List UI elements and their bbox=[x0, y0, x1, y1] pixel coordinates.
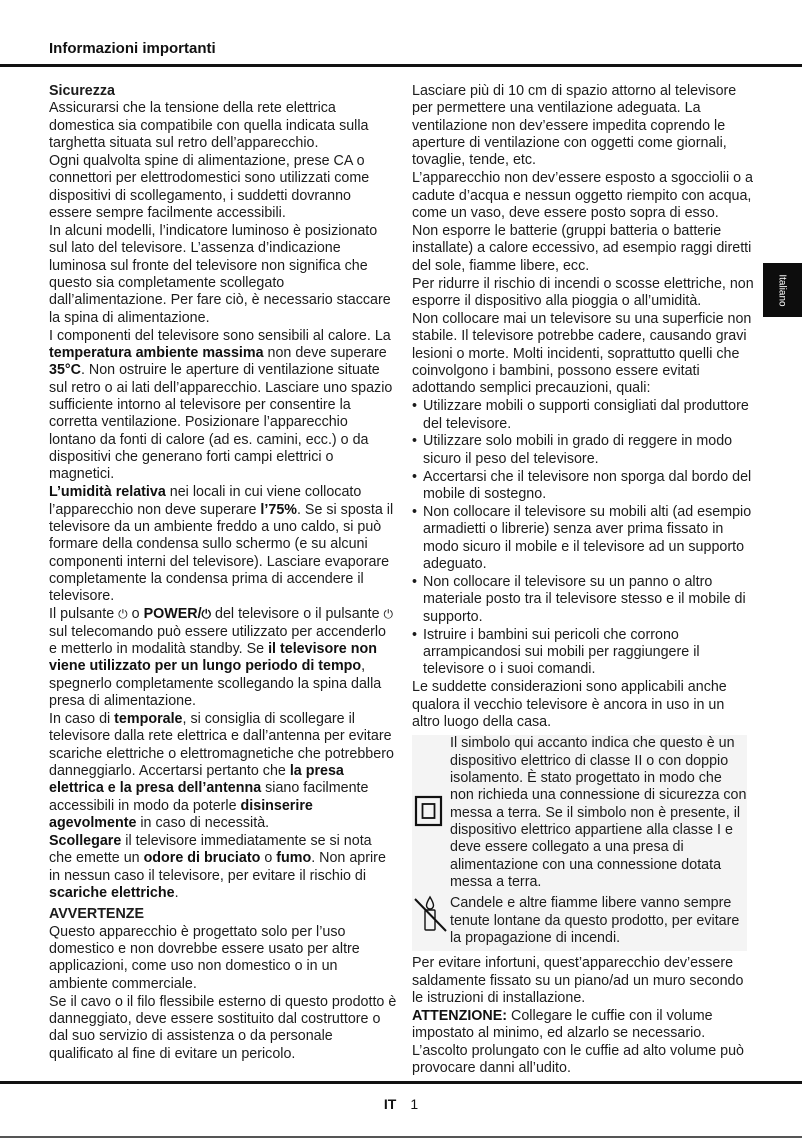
bullet-icon: • bbox=[412, 573, 418, 590]
paragraph-temperature bbox=[49, 328, 397, 484]
text: Il pulsante bbox=[49, 606, 119, 623]
bold-text: ATTENZIONE: bbox=[412, 1008, 508, 1024]
bold-text: disinserire agevolmente bbox=[49, 797, 313, 831]
text: o bbox=[260, 850, 277, 867]
bold-text: la presa elettrica e la presa dell’antenna bbox=[49, 762, 344, 797]
class-ii-double-insulation-icon bbox=[414, 795, 444, 827]
section-heading-avvertenze: AVVERTENZE bbox=[49, 906, 145, 923]
language-tab bbox=[763, 263, 802, 317]
left-column bbox=[49, 83, 397, 1064]
bold-text: 35°C bbox=[49, 362, 81, 379]
bullet-icon: • bbox=[412, 468, 418, 485]
text: In caso di bbox=[49, 710, 115, 727]
list-item bbox=[412, 469, 754, 504]
page-footer bbox=[0, 1096, 802, 1112]
list-item-text: Non collocare il televisore su un panno o altro materiale posto tra il televisore stesso e il mobile di supporto. bbox=[423, 573, 746, 625]
paragraph: Le suddette considerazioni sono applicabili anche qualora il vecchio televisore è ancora in uso in un altro luogo della casa. bbox=[412, 679, 727, 730]
list-item-text: Utilizzare mobili o supporti consigliati dal produttore del televisore. bbox=[423, 398, 749, 432]
paragraph: Assicurarsi che la tensione della rete elettrica domestica sia compatibile con quella indicata sulla targhetta situata sul retro dell’apparecchio. bbox=[49, 100, 369, 152]
bullet-icon: • bbox=[412, 504, 418, 520]
list-item bbox=[412, 504, 754, 573]
bold-text: Scollegare bbox=[49, 832, 122, 849]
header-divider bbox=[0, 64, 802, 67]
bullet-icon: • bbox=[412, 626, 418, 643]
bold-text: il televisore non viene utilizzato per un lungo periodo di tempo bbox=[49, 640, 377, 675]
paragraph: Questo apparecchio è progettato solo per l’uso domestico e non dovrebbe essere usato per altre applicazioni, come uso non domestico o in un ambiente commerciale. bbox=[49, 923, 360, 992]
text: . Non aprire in nessun caso il televisore, per evitare il rischio di bbox=[49, 850, 386, 884]
text: o bbox=[127, 606, 144, 623]
paragraph: L’apparecchio non dev’essere esposto a sgocciolii o a cadute d’acqua e nessun oggetto riempito con acqua, come un vaso, deve essere posto sopra di esso. bbox=[412, 170, 753, 221]
bold-text: POWER/ bbox=[143, 606, 202, 623]
candle-notice bbox=[412, 895, 747, 951]
text: nei locali in cui viene collocato l’apparecchio non deve superare bbox=[49, 484, 362, 518]
list-item bbox=[412, 574, 754, 626]
footer-divider bbox=[0, 1081, 802, 1084]
power-icon: ⏻ bbox=[201, 607, 212, 622]
section-heading-sicurezza: Sicurezza bbox=[49, 83, 115, 99]
power-icon: ⏻ bbox=[118, 607, 128, 622]
bullet-icon: • bbox=[412, 433, 418, 450]
text: del televisore o il pulsante bbox=[211, 606, 384, 623]
candle-notice-text: Candele e altre fiamme libere vanno sempre tenute lontane da questo prodotto, per evitare la propagazione di incendi. bbox=[450, 895, 740, 947]
text: , spegnerlo completamente scollegando la spina dalla presa di alimentazione. bbox=[49, 658, 382, 709]
list-item-text: Non collocare il televisore su mobili alti (ad esempio armadietti o librerie) senza aver prima fissato in modo sicuro il mobile e il televisore ad un supporto adeguato. bbox=[423, 504, 752, 573]
bold-text: fumo bbox=[276, 850, 312, 867]
language-code: IT bbox=[383, 1096, 397, 1112]
bold-text: L’umidità relativa bbox=[49, 484, 166, 501]
paragraph: Per evitare infortuni, quest’apparecchio dev’essere saldamente fissato su un piano/ad un muro secondo le istruzioni di installazione. bbox=[412, 955, 744, 1007]
paragraph-attention bbox=[412, 1008, 754, 1077]
paragraph-power bbox=[49, 606, 397, 710]
precautions-list bbox=[412, 398, 754, 678]
list-item bbox=[412, 627, 754, 679]
paragraph: Non collocare mai un televisore su una superficie non stabile. Il televisore potrebbe cadere, causando gravi lesioni o morte. Molti incidenti, soprattutto quelli che coinvolgono i bambini, possono essere evitati adottando semplici precauzioni, quali: bbox=[412, 310, 752, 397]
bold-text: scariche elettriche bbox=[49, 884, 175, 901]
page-number: 1 bbox=[410, 1096, 419, 1112]
text: , si consiglia di scollegare il televisore dalla rete elettrica e dall’antenna per evitare scariche elettriche o elettromagnetiche che potrebbero danneggiarlo. Accertarsi pertanto che bbox=[49, 710, 394, 779]
list-item-text: Istruire i bambini sui pericoli che corrono arrampicandosi sui mobili per raggiungere il televisore o i suoi comandi. bbox=[423, 626, 700, 678]
language-tab-label: Italiano bbox=[777, 273, 788, 307]
text: non deve superare bbox=[263, 344, 387, 361]
right-column bbox=[412, 83, 754, 1078]
paragraph: In alcuni modelli, l’indicatore luminoso è posizionato sul lato del televisore. L’assenza d’indicazione luminosa sul fronte del televisore non significa che questo sia completamente scollegato dall’alimentazione. Per fare ciò, è necessario staccare la spina di alimentazione. bbox=[49, 222, 391, 326]
text: . bbox=[174, 884, 179, 901]
class2-notice bbox=[412, 735, 747, 891]
paragraph-storm bbox=[49, 711, 397, 832]
power-icon: ⏻ bbox=[383, 607, 394, 622]
bold-text: l’75% bbox=[260, 501, 297, 518]
list-item bbox=[412, 398, 754, 433]
no-candle-icon bbox=[414, 893, 448, 933]
bold-text: odore di bruciato bbox=[143, 850, 261, 867]
class2-notice-text: Il simbolo qui accanto indica che questo è un dispositivo elettrico di classe II o con doppio isolamento. È stato progettato in modo che non richieda una connessione di sicurezza con messa a terra. Se il simbolo non è presente, il dispositivo elettrico appartiene alla classe I e deve essere collegato a una presa di alimentazione con una connessione dotata messa a terra. bbox=[450, 735, 747, 890]
paragraph: Non esporre le batterie (gruppi batteria o batterie installate) a calore eccessivo, ad esempio raggi diretti del sole, fiamme libere, ecc. bbox=[412, 222, 752, 274]
bold-text: temperatura ambiente massima bbox=[49, 344, 264, 361]
paragraph: Ogni qualvolta spine di alimentazione, prese CA o connettori per elettrodomestici sono utilizzati come dispositivi di scollegamento, i suddetti dovranno essere sempre facilmente accessibili. bbox=[49, 152, 370, 221]
text: . Non ostruire le aperture di ventilazione situate sul retro o ai lati dell’apparecchio. Lasciare uno spazio sufficiente intorno al televisore per consentire la corretta ventilazione. Posizionare l’apparecchio lontano da fonti di calore (ad es. camini, ecc.) o da dispositivi che generano forti campi elettrici o magnetici. bbox=[49, 362, 393, 483]
text: I componenti del televisore sono sensibili al calore. La bbox=[49, 327, 391, 344]
text: siano facilmente accessibili in modo da poterle bbox=[49, 780, 369, 814]
paragraph-smoke bbox=[49, 833, 397, 902]
text: . Se si sposta il televisore da un ambiente freddo a uno caldo, si può formare della condensa sullo schermo (e su alcuni componenti interni del televisore). Lasciare evaporare completamente la condensa prima di accendere il televisore. bbox=[49, 501, 394, 605]
paragraph: Se il cavo o il filo flessibile esterno di questo prodotto è danneggiato, deve essere sostituito dal costruttore o dal suo servizio di assistenza o da personale qualificato al fine di evitare un pericolo. bbox=[49, 993, 397, 1062]
list-item-text: Utilizzare solo mobili in grado di reggere in modo sicuro il peso del televisore. bbox=[423, 433, 733, 467]
text: il televisore immediatamente se si nota che emette un bbox=[49, 832, 372, 867]
paragraph-humidity bbox=[49, 484, 397, 605]
paragraph: Per ridurre il rischio di incendi o scosse elettriche, non esporre il dispositivo alla pioggia o all’umidità. bbox=[412, 275, 754, 309]
text: sul telecomando può essere utilizzato per accenderlo e metterlo in modalità standby. Se bbox=[49, 623, 386, 657]
paragraph: Lasciare più di 10 cm di spazio attorno al televisore per permettere una ventilazione adeguata. La ventilazione non dev’essere impedita coprendo le aperture di ventilazione con oggetti come giornali, tovaglie, tende, etc. bbox=[412, 83, 737, 169]
list-item bbox=[412, 433, 754, 468]
list-item-text: Accertarsi che il televisore non sporga dal bordo del mobile di sostegno. bbox=[423, 468, 752, 503]
safety-symbols-box bbox=[412, 735, 747, 951]
text: in caso di necessità. bbox=[136, 815, 270, 831]
page-header-title: Informazioni importanti bbox=[49, 40, 216, 57]
bullet-icon: • bbox=[412, 398, 418, 415]
text: Collegare le cuffie con il volume impostato al minimo, ed alzarlo se necessario. L’ascolto prolungato con le cuffie ad alto volume può provocare danni all’udito. bbox=[412, 1008, 744, 1077]
bold-text: temporale bbox=[114, 710, 183, 727]
